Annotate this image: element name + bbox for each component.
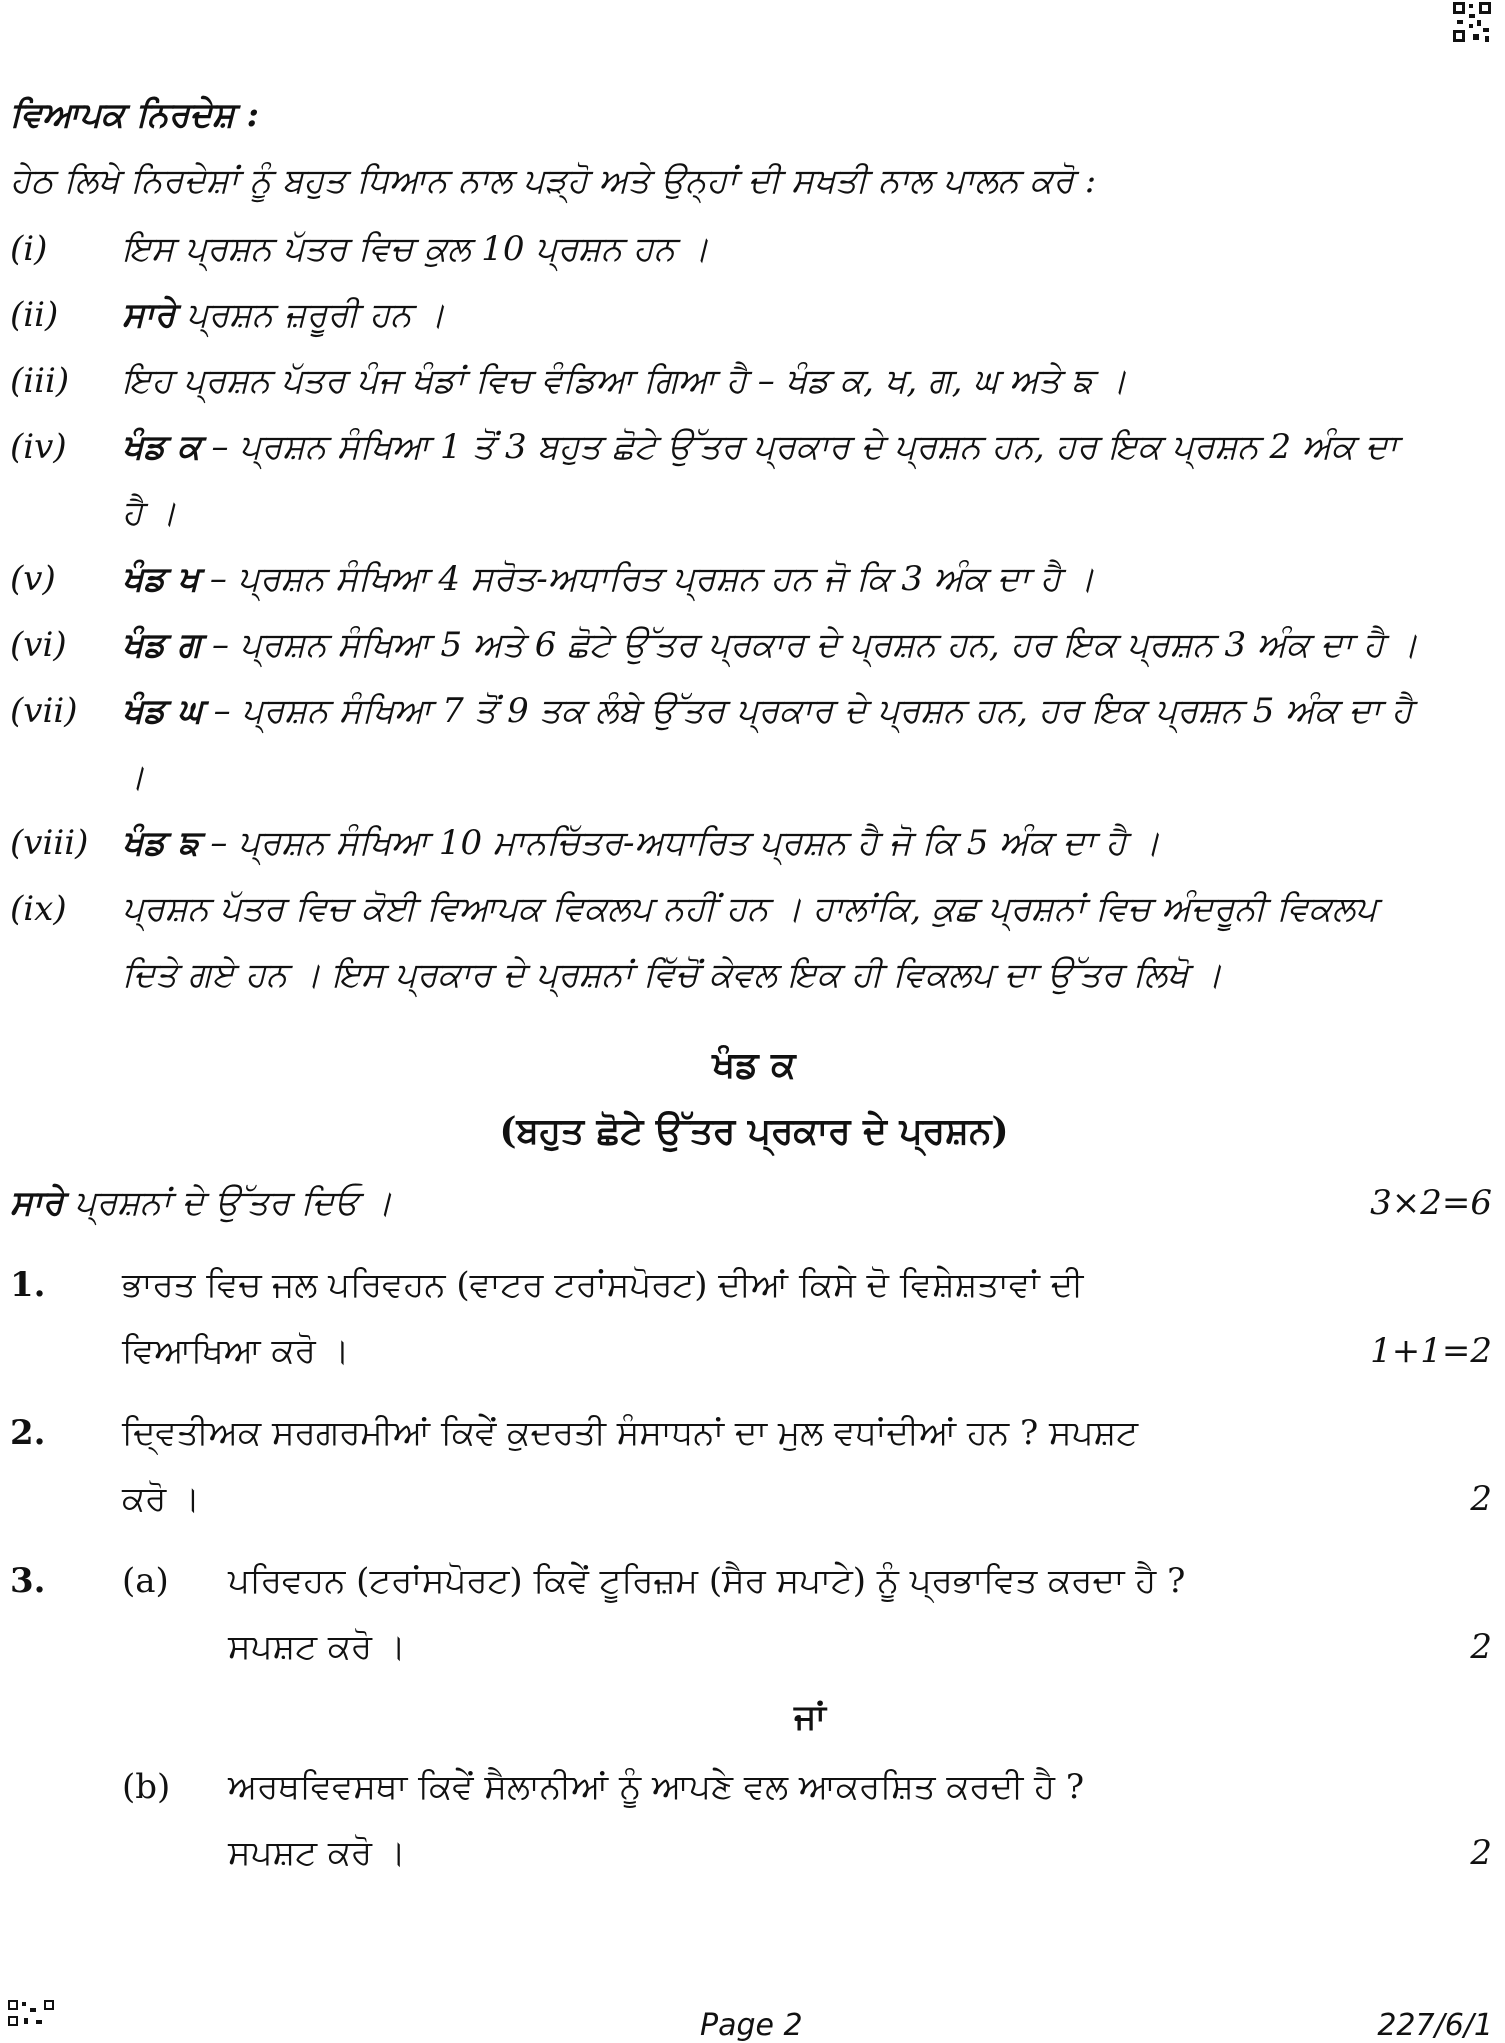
section-title: ਖੰਡ ਕ xyxy=(712,1044,796,1086)
question-number: 3. xyxy=(10,1561,46,1601)
instruction-number: (i) xyxy=(10,229,48,269)
instruction-number: (vii) xyxy=(10,691,78,731)
instruction-text: ਇਹ ਪ੍ਰਸ਼ਨ ਪੱਤਰ ਪੰਜ ਖੰਡਾਂ ਵਿਚ ਵੰਡਿਆ ਗਿਆ ਹੈ – ਖੰਡ ਕ, ਖ, ਗ, ਘ ਅਤੇ ਙ । xyxy=(122,361,1127,401)
instruction-bold: ਖੰਡ ਖ xyxy=(122,559,200,599)
subquestion-label: (b) xyxy=(122,1767,171,1807)
instruction-number: (iii) xyxy=(10,361,70,401)
section-marks: 3×2=6 xyxy=(1370,1183,1492,1223)
instruction-text: – ਪ੍ਰਸ਼ਨ ਸੰਖਿਆ 1 ਤੋਂ 3 ਬਹੁਤ ਛੋਟੇ ਉੱਤਰ ਪ੍ਰਕਾਰ ਦੇ ਪ੍ਰਸ਼ਨ ਹਨ, ਹਰ ਇਕ ਪ੍ਰਸ਼ਨ 2 ਅੰਕ ਦਾ ਹੈ । xyxy=(122,427,1398,533)
instruction-item xyxy=(10,216,1498,282)
instruction-item xyxy=(10,678,1498,810)
instruction-item xyxy=(10,348,1498,414)
question-text-line: ਭਾਰਤ ਵਿਚ ਜਲ ਪਰਿਵਹਨ (ਵਾਟਰ ਟਰਾਂਸਪੋਰਟ) ਦੀਆਂ ਕਿਸੇ ਦੋ ਵਿਸ਼ੇਸ਼ਤਾਵਾਂ ਦੀ xyxy=(122,1265,1084,1305)
instruction-text: ਪ੍ਰਸ਼ਨ ਜ਼ਰੂਰੀ ਹਨ । xyxy=(175,295,446,335)
instruction-item xyxy=(10,282,1498,348)
instruction-item xyxy=(10,414,1498,546)
section-subtitle: (ਬਹੁਤ ਛੋਟੇ ਉੱਤਰ ਪ੍ਰਕਾਰ ਦੇ ਪ੍ਰਸ਼ਨ) xyxy=(499,1110,1009,1152)
question-text-line: ਦ੍ਵਿਤੀਅਕ ਸਰਗਰਮੀਆਂ ਕਿਵੇਂ ਕੁਦਰਤੀ ਸੰਸਾਧਨਾਂ ਦਾ ਮੁਲ ਵਧਾਂਦੀਆਂ ਹਨ ? ਸਪਸ਼ਟ xyxy=(122,1413,1139,1453)
question-marks: 2 xyxy=(1470,1833,1492,1873)
section-instruction: ਪ੍ਰਸ਼ਨਾਂ ਦੇ ਉੱਤਰ ਦਿਓ । xyxy=(63,1183,393,1223)
instruction-list xyxy=(10,216,1498,1008)
instruction-item xyxy=(10,546,1498,612)
question-3a xyxy=(122,1548,1498,1680)
subquestion-label: (a) xyxy=(122,1561,169,1601)
qr-code-icon xyxy=(1451,0,1493,44)
instruction-text: – ਪ੍ਰਸ਼ਨ ਸੰਖਿਆ 5 ਅਤੇ 6 ਛੋਟੇ ਉੱਤਰ ਪ੍ਰਕਾਰ ਦੇ ਪ੍ਰਸ਼ਨ ਹਨ, ਹਰ ਇਕ ਪ੍ਰਸ਼ਨ 3 ਅੰਕ ਦਾ ਹੈ । xyxy=(201,625,1418,665)
question-3 xyxy=(10,1548,1498,1886)
instruction-number: (ix) xyxy=(10,889,67,929)
page-number: Page 2 xyxy=(700,2008,803,2043)
section-instruction-bold: ਸਾਰੇ xyxy=(10,1183,64,1223)
instruction-bold: ਖੰਡ ਙ xyxy=(122,823,200,863)
paper-code: 227/6/1 xyxy=(1377,2008,1493,2043)
instruction-number: (ii) xyxy=(10,295,59,335)
page-footer xyxy=(0,2004,1505,2043)
question-text-line: ਸਪਸ਼ਟ ਕਰੋ । xyxy=(228,1833,406,1873)
instruction-bold: ਖੰਡ ਕ xyxy=(122,427,201,467)
question-text-line: ਕਰੋ । xyxy=(122,1479,200,1519)
question-text-line: ਅਰਥਵਿਵਸਥਾ ਕਿਵੇਂ ਸੈਲਾਨੀਆਂ ਨੂੰ ਆਪਣੇ ਵਲ ਆਕਰਸ਼ਿਤ ਕਰਦੀ ਹੈ ? xyxy=(228,1767,1085,1807)
question-text-line: ਪਰਿਵਹਨ (ਟਰਾਂਸਪੋਰਟ) ਕਿਵੇਂ ਟੂਰਿਜ਼ਮ (ਸੈਰ ਸਪਾਟੇ) ਨੂੰ ਪ੍ਰਭਾਵਿਤ ਕਰਦਾ ਹੈ ? xyxy=(228,1561,1186,1601)
instruction-item xyxy=(10,810,1498,876)
section-instruction-row xyxy=(10,1170,1498,1236)
instruction-text: ਇਸ ਪ੍ਰਸ਼ਨ ਪੱਤਰ ਵਿਚ ਕੁਲ 10 ਪ੍ਰਸ਼ਨ ਹਨ । xyxy=(122,229,709,269)
instruction-text: ਪ੍ਰਸ਼ਨ ਪੱਤਰ ਵਿਚ ਕੋਈ ਵਿਆਪਕ ਵਿਕਲਪ ਨਹੀਂ ਹਨ । ਹਾਲਾਂਕਿ, ਕੁਛ ਪ੍ਰਸ਼ਨਾਂ ਵਿਚ ਅੰਦਰੂਨੀ ਵਿਕਲਪ ਦਿਤੇ ਗਏ ਹਨ । ਇਸ ਪ੍ਰਕਾਰ ਦੇ ਪ੍ਰਸ਼ਨਾਂ ਵਿੱਚੋਂ ਕੇਵਲ ਇਕ ਹੀ ਵਿਕਲਪ ਦਾ ਉੱਤਰ ਲਿਖੋ । xyxy=(122,889,1377,995)
question-number: 1. xyxy=(10,1265,46,1305)
instruction-text: – ਪ੍ਰਸ਼ਨ ਸੰਖਿਆ 4 ਸਰੋਤ-ਅਧਾਰਿਤ ਪ੍ਰਸ਼ਨ ਹਨ ਜੋ ਕਿ 3 ਅੰਕ ਦਾ ਹੈ । xyxy=(199,559,1095,599)
question-text-line: ਸਪਸ਼ਟ ਕਰੋ । xyxy=(228,1627,406,1667)
or-separator: ਜਾਂ xyxy=(794,1697,826,1737)
exam-page xyxy=(10,82,1498,1886)
instruction-number: (vi) xyxy=(10,625,67,665)
question-text-line: ਵਿਆਖਿਆ ਕਰੋ । xyxy=(122,1331,350,1371)
instruction-number: (v) xyxy=(10,559,56,599)
instruction-bold: ਸਾਰੇ xyxy=(122,295,176,335)
question-1 xyxy=(10,1252,1498,1384)
question-number: 2. xyxy=(10,1413,46,1453)
instruction-item xyxy=(10,612,1498,678)
question-marks: 1+1=2 xyxy=(1370,1331,1492,1371)
question-3b xyxy=(122,1754,1498,1886)
instructions-intro: ਹੇਠ ਲਿਖੇ ਨਿਰਦੇਸ਼ਾਂ ਨੂੰ ਬਹੁਤ ਧਿਆਨ ਨਾਲ ਪੜ੍ਹੋ ਅਤੇ ਉਨ੍ਹਾਂ ਦੀ ਸਖਤੀ ਨਾਲ ਪਾਲਨ ਕਰੋ : xyxy=(10,161,1097,201)
instruction-text: – ਪ੍ਰਸ਼ਨ ਸੰਖਿਆ 10 ਮਾਨਚਿੱਤਰ-ਅਧਾਰਿਤ ਪ੍ਰਸ਼ਨ ਹੈ ਜੋ ਕਿ 5 ਅੰਕ ਦਾ ਹੈ । xyxy=(199,823,1161,863)
instruction-number: (iv) xyxy=(10,427,67,467)
instruction-number: (viii) xyxy=(10,823,89,863)
question-2 xyxy=(10,1400,1498,1532)
question-marks: 2 xyxy=(1470,1627,1492,1667)
instruction-bold: ਖੰਡ ਘ xyxy=(122,691,203,731)
question-marks: 2 xyxy=(1470,1479,1492,1519)
instruction-text: – ਪ੍ਰਸ਼ਨ ਸੰਖਿਆ 7 ਤੋਂ 9 ਤਕ ਲੰਬੇ ਉੱਤਰ ਪ੍ਰਕਾਰ ਦੇ ਪ੍ਰਸ਼ਨ ਹਨ, ਹਰ ਇਕ ਪ੍ਰਸ਼ਨ 5 ਅੰਕ ਦਾ ਹੈ । xyxy=(122,691,1413,797)
instruction-item xyxy=(10,876,1498,1008)
general-instructions-heading: ਵਿਆਪਕ ਨਿਰਦੇਸ਼ : xyxy=(10,95,259,135)
instruction-bold: ਖੰਡ ਗ xyxy=(122,625,202,665)
